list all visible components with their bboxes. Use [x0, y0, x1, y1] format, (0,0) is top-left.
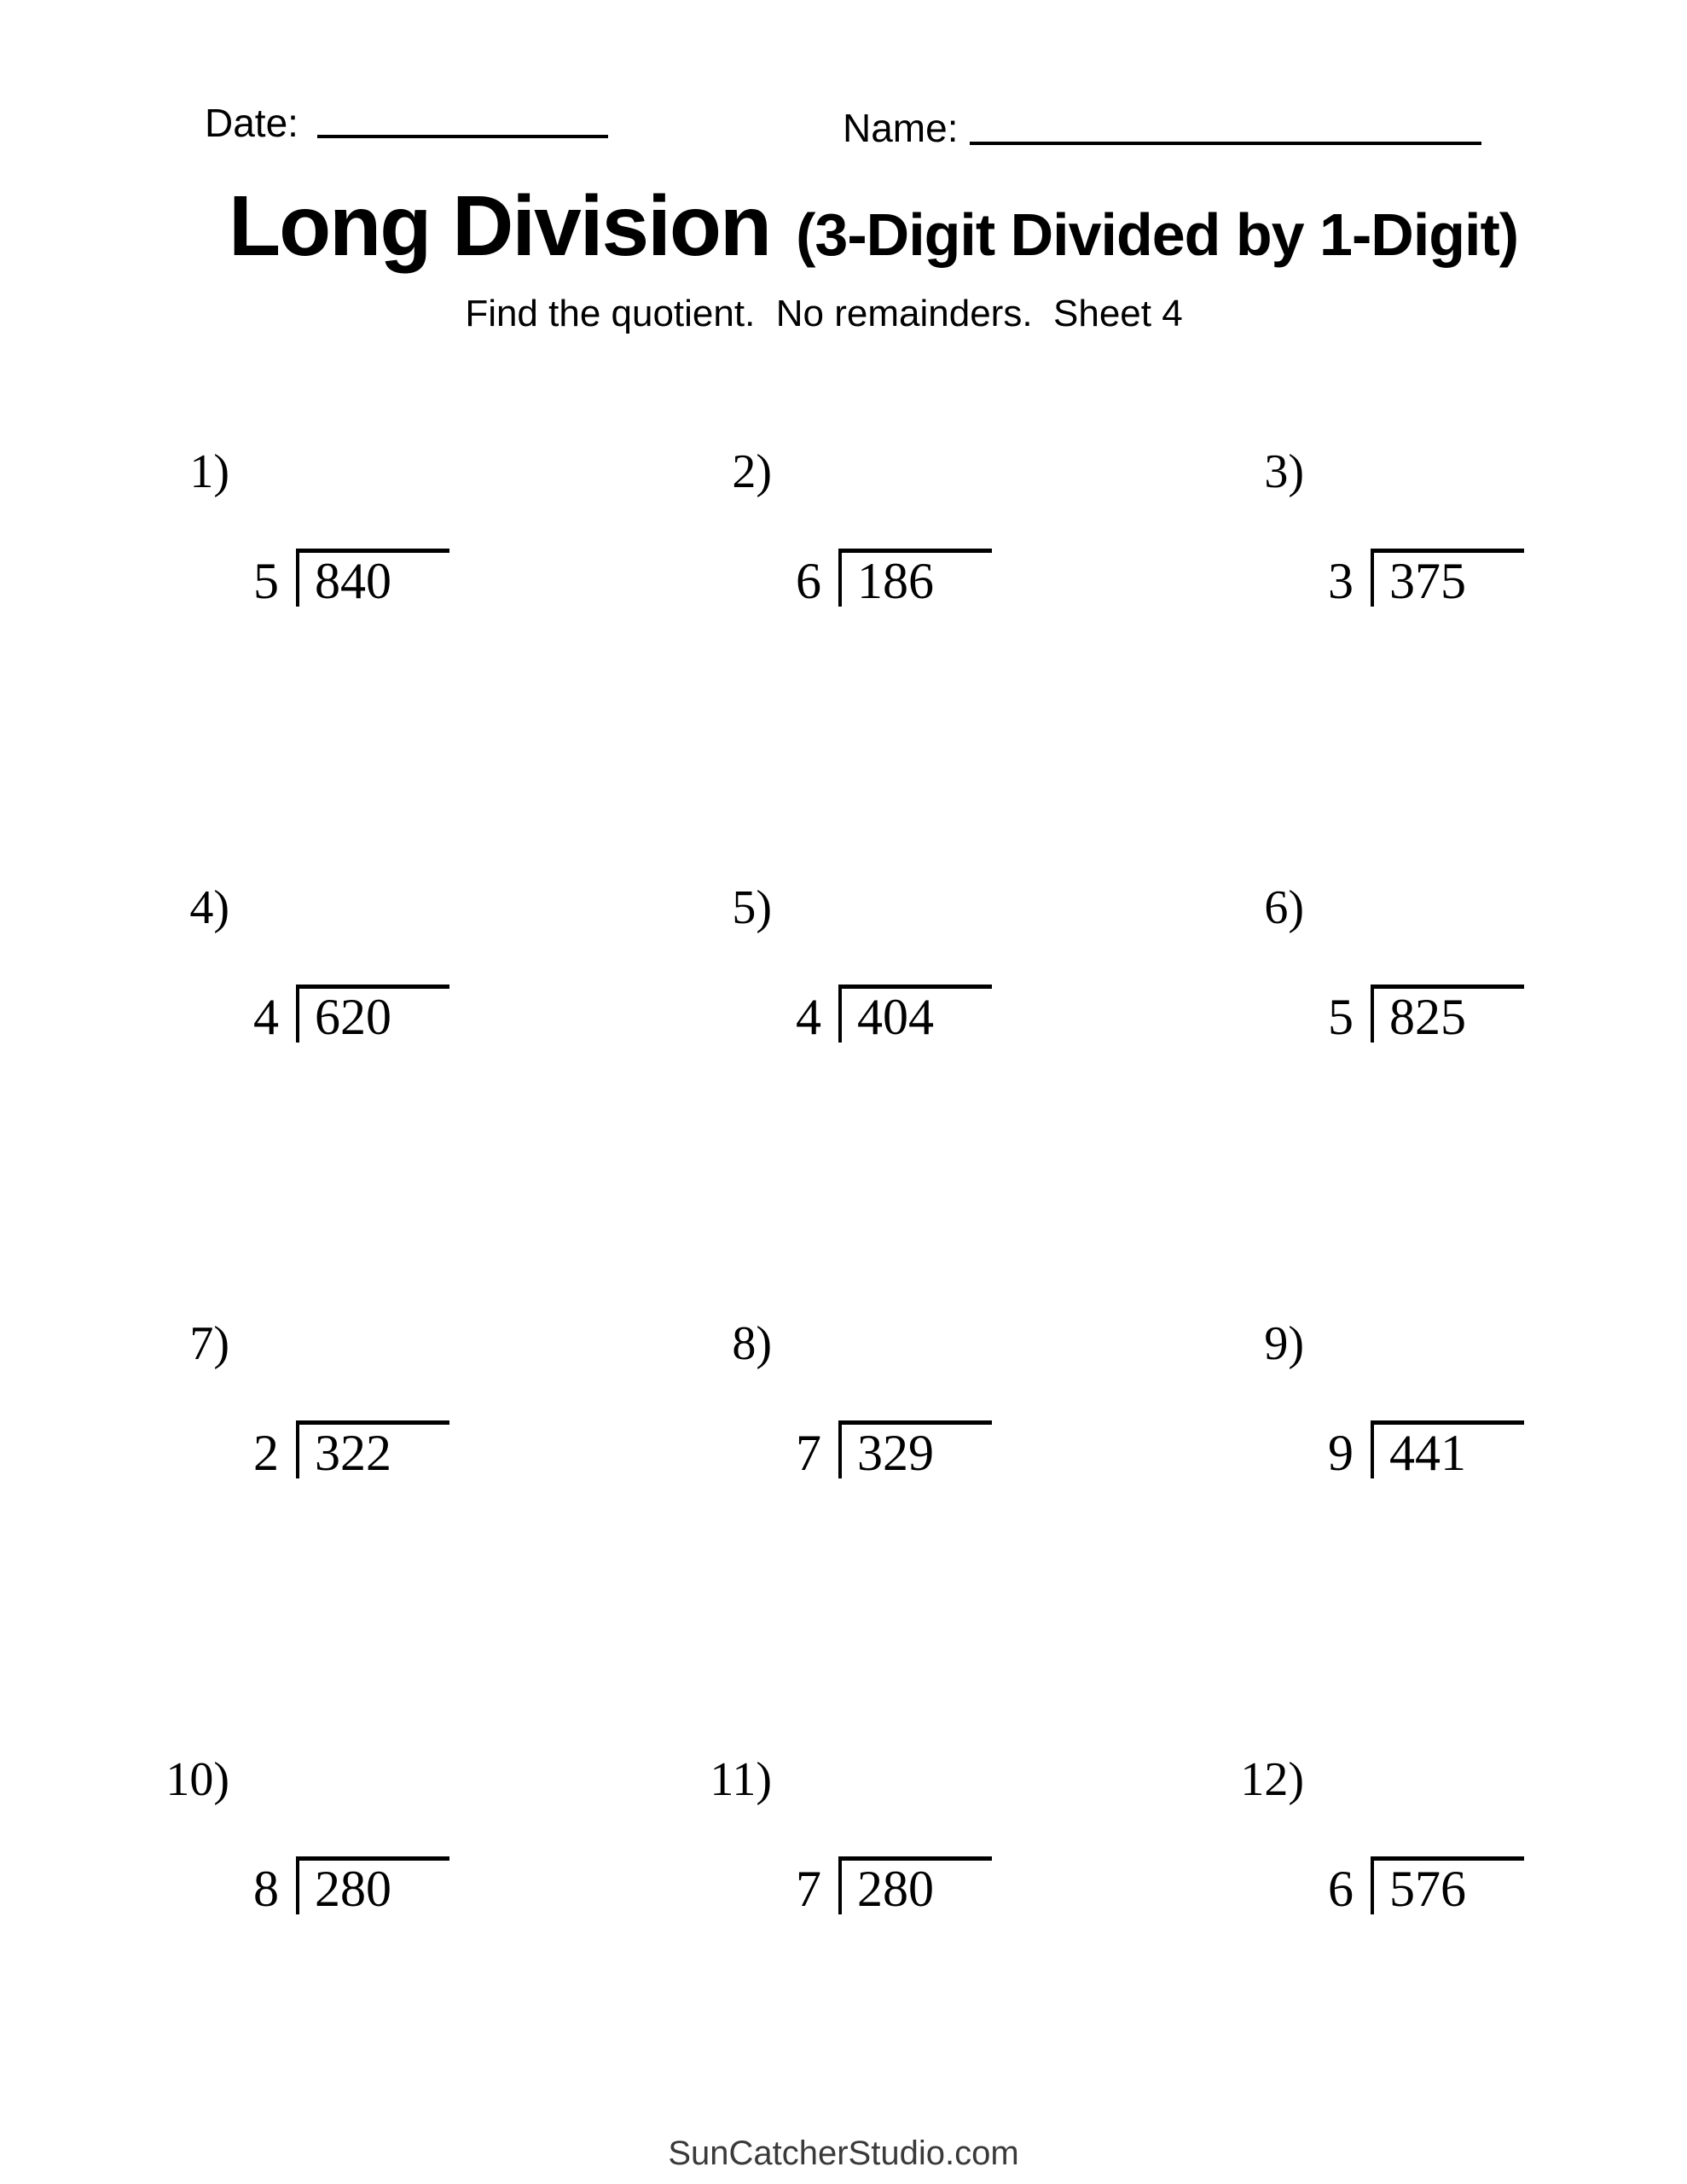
problem-number: 1)	[189, 445, 229, 498]
dividend: 576	[1389, 1861, 1466, 1917]
dividend: 329	[857, 1425, 934, 1481]
title-row	[229, 178, 1519, 274]
date-label: Date:	[205, 101, 299, 145]
problem-number: 12)	[1240, 1753, 1304, 1806]
dividend: 322	[315, 1425, 391, 1481]
division-bracket	[296, 1420, 449, 1481]
problem-1	[0, 445, 475, 729]
dividend: 375	[1389, 553, 1466, 609]
problem-8	[540, 1317, 1017, 1601]
dividend: 186	[857, 553, 934, 609]
problem-4	[0, 881, 475, 1165]
division-bracket	[838, 1420, 992, 1481]
division-bracket	[1371, 1420, 1524, 1481]
dividend: 825	[1389, 989, 1466, 1045]
division-bracket	[838, 549, 992, 607]
divisor: 9	[1328, 1425, 1354, 1481]
division-bracket	[296, 1856, 449, 1917]
problem-number: 7)	[189, 1317, 229, 1370]
problem-number: 11)	[710, 1753, 772, 1806]
page-title: Long Division	[229, 178, 771, 274]
division-bracket	[296, 549, 449, 607]
name-label: Name:	[843, 106, 959, 150]
division-bracket	[296, 985, 449, 1043]
problem-number: 10)	[165, 1753, 229, 1806]
divisor: 5	[253, 553, 279, 609]
division-bracket	[1371, 1856, 1524, 1917]
divisor: 7	[796, 1861, 821, 1917]
division-bracket	[1371, 985, 1524, 1043]
footer-watermark: SunCatcherStudio.com	[668, 2135, 1019, 2172]
divisor: 6	[796, 553, 821, 609]
problem-5	[540, 881, 1017, 1165]
divisor: 3	[1328, 553, 1354, 609]
divisor: 8	[253, 1861, 279, 1917]
name-write-line	[970, 142, 1481, 145]
dividend: 620	[315, 989, 391, 1045]
problem-11	[540, 1753, 1017, 2037]
divisor: 5	[1328, 989, 1354, 1045]
problem-number: 2)	[732, 445, 772, 498]
dividend: 441	[1389, 1425, 1466, 1481]
instructions: Find the quotient. No remainders. Sheet 4	[465, 293, 1183, 334]
divisor: 2	[253, 1425, 279, 1481]
problem-2	[540, 445, 1017, 729]
divisor: 6	[1328, 1861, 1354, 1917]
divisor: 4	[253, 989, 279, 1045]
problem-3	[1072, 445, 1550, 729]
problem-number: 8)	[732, 1317, 772, 1370]
dividend: 404	[857, 989, 934, 1045]
problem-12	[1072, 1753, 1550, 2037]
problem-number: 6)	[1264, 881, 1304, 934]
division-bracket	[1371, 549, 1524, 607]
date-write-line	[317, 135, 608, 138]
dividend: 840	[315, 553, 391, 609]
page-title-suffix: (3-Digit Divided by 1-Digit)	[796, 201, 1519, 268]
division-bracket	[838, 985, 992, 1043]
problem-6	[1072, 881, 1550, 1165]
dividend: 280	[315, 1861, 391, 1917]
problem-number: 9)	[1264, 1317, 1304, 1370]
divisor: 7	[796, 1425, 821, 1481]
problem-7	[0, 1317, 475, 1601]
problem-number: 4)	[189, 881, 229, 934]
problem-10	[0, 1753, 475, 2037]
division-bracket	[838, 1856, 992, 1917]
problem-number: 3)	[1264, 445, 1304, 498]
problem-9	[1072, 1317, 1550, 1601]
dividend: 280	[857, 1861, 934, 1917]
problem-number: 5)	[732, 881, 772, 934]
divisor: 4	[796, 989, 821, 1045]
